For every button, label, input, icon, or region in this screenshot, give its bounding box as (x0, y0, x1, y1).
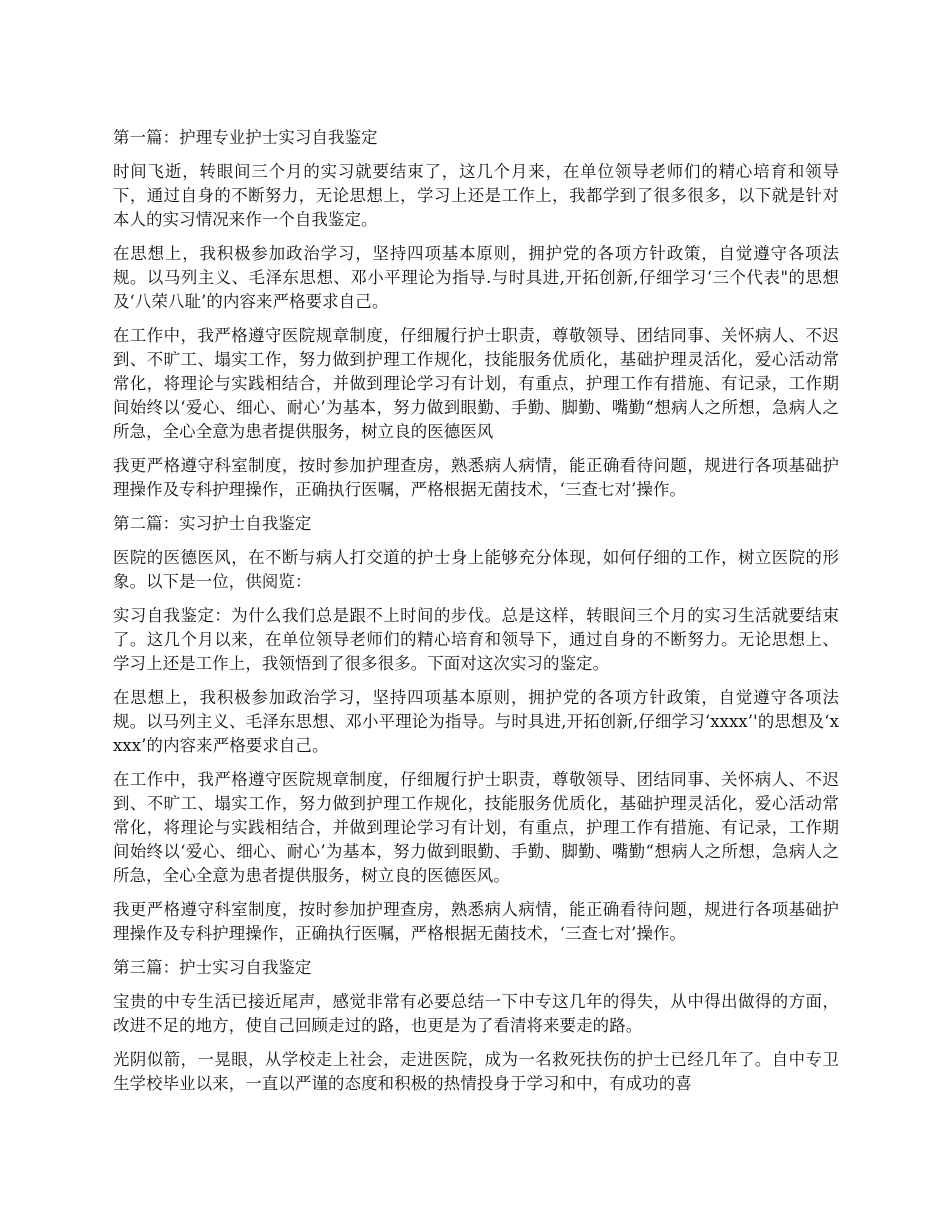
paragraph: 在工作中，我严格遵守医院规章制度，仔细履行护士职责，尊敬领导、团结同事、关怀病人、不迟到、不旷工、塌实工作，努力做到护理工作规化，技能服务优质化，基础护理灵活化，爱心活动常常化，将理论与实践相结合，并做到理论学习有计划，有重点，护理工作有措施、有记录，工作期间始终以‘爱心、细心、耐心’为基本，努力做到眼勤、手勤、脚勤、嘴勤“想病人之所想，急病人之所急，全心全意为患者提供服务，树立良的医德医风 (113, 326, 839, 441)
paragraph: 在思想上，我积极参加政治学习，坚持四项基本原则，拥护党的各项方针政策，自觉遵守各项法规。以马列主义、毛泽东思想、邓小平理论为指导。与时具进,开拓创新,仔细学习‘xxxx’'的思想及‘xxxx’的内容来严格要求自己。 (113, 688, 839, 755)
section-heading-3: 第三篇：护士实习自我鉴定 (113, 958, 312, 977)
document-page (113, 126, 839, 1106)
paragraph: 我更严格遵守科室制度，按时参加护理查房，熟悉病人病情，能正确看待问题，规进行各项基础护理操作及专科护理操作，正确执行医嘱，严格根据无菌技术，‘三查七对’操作。 (113, 900, 839, 943)
paragraph: 在思想上，我积极参加政治学习，坚持四项基本原则，拥护党的各项方针政策，自觉遵守各项法规。以马列主义、毛泽东思想、邓小平理论为指导.与时具进,开拓创新,仔细学习‘三个代表"的思想及‘八荣八耻’的内容来严格要求自己。 (113, 244, 839, 311)
paragraph: 时间飞逝，转眼间三个月的实习就要结束了，这几个月来，在单位领导老师们的精心培育和领导下，通过自身的不断努力，无论思想上，学习上还是工作上，我都学到了很多很多，以下就是针对本人的实习情况来作一个自我鉴定。 (113, 162, 839, 229)
section-heading-2: 第二篇：实习护士自我鉴定 (113, 514, 312, 533)
paragraph: 宝贵的中专生活已接近尾声，感觉非常有必要总结一下中专这几年的得失，从中得出做得的方面，改进不足的地方，使自己回顾走过的路，也更是为了看清将来要走的路。 (113, 992, 839, 1035)
paragraph: 我更严格遵守科室制度，按时参加护理查房，熟悉病人病情，能正确看待问题，规进行各项基础护理操作及专科护理操作，正确执行医嘱，严格根据无菌技术，‘三查七对’操作。 (113, 456, 839, 499)
section-heading-1: 第一篇：护理专业护士实习自我鉴定 (113, 128, 378, 147)
paragraph: 光阴似箭，一晃眼，从学校走上社会，走进医院，成为一名救死扶伤的护士已经几年了。自中专卫生学校毕业以来，一直以严谨的态度和积极的热情投身于学习和中，有成功的喜 (113, 1050, 839, 1093)
paragraph: 实习自我鉴定：为什么我们总是跟不上时间的步伐。总是这样，转眼间三个月的实习生活就要结束了。这几个月以来，在单位领导老师们的精心培育和领导下，通过自身的不断努力。无论思想上、学习上还是工作上，我领悟到了很多很多。下面对这次实习的鉴定。 (113, 606, 839, 673)
paragraph: 医院的医德医风，在不断与病人打交道的护士身上能够充分体现，如何仔细的工作，树立医院的形象。以下是一位，供阅览： (113, 548, 839, 591)
paragraph: 在工作中，我严格遵守医院规章制度，仔细履行护士职责，尊敬领导、团结同事、关怀病人、不迟到、不旷工、塌实工作，努力做到护理工作规化，技能服务优质化，基础护理灵活化，爱心活动常常化，将理论与实践相结合，并做到理论学习有计划，有重点，护理工作有措施、有记录，工作期间始终以‘爱心、细心、耐心’为基本，努力做到眼勤、手勤、脚勤、嘴勤“想病人之所想，急病人之所急，全心全意为患者提供服务，树立良的医德医风。 (113, 770, 839, 885)
